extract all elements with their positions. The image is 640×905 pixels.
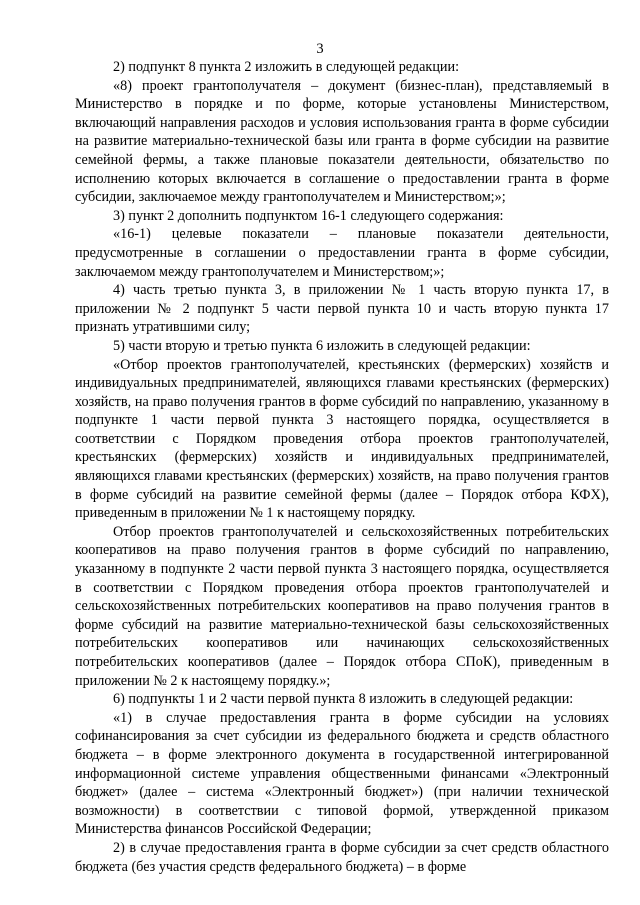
paragraph-4: 4) часть третью пункта 3, в приложении № 1 часть вторую пункта 17, в приложении № 2 подпункт 5 части первой пункта 10 и часть вторую пункта 17 признать утратившими силу;	[75, 282, 609, 336]
paragraph-2-intro: 2) подпункт 8 пункта 2 изложить в следующей редакции:	[113, 59, 460, 75]
paragraph-2-text: «8) проект грантополучателя – документ (бизнес-план), представляемый в Министерство в порядке и по форме, которые установлены Министерством, включающий направления расходов и условия использования гранта в форме субсидии на развитие материально-технической базы или гранта в форме субсидии на развитие семейной фермы, а также плановые показатели деятельности, обязательство по исполнению которых включается в соглашение о предоставлении гранта в форме субсидии, заключаемое между грантополучателем и Министерством;»;	[75, 77, 609, 206]
paragraph-6-intro: 6) подпункты 1 и 2 части первой пункта 8 изложить в следующей редакции:	[113, 691, 574, 708]
paragraph-6-item-1: «1) в случае предоставления гранта в форме субсидии на условиях софинансирования за счет субсидии из федерального бюджета и средств областного бюджета – в форме электронного документа в государственной интегрированной информационной системе управления общественными финансами «Электронный бюджет» (далее – система «Электронный бюджет») (при наличии технической возможности) в соответствии с типовой формой, утвержденной приказом Министерства финансов Российской Федерации;	[75, 709, 609, 838]
paragraph-3-text: «16-1) целевые показатели – плановые показатели деятельности, предусмотренные в соглашении о предоставлении гранта в форме субсидии, заключаемом между грантополучателем и Министерством;»;	[75, 226, 609, 280]
document-body	[75, 58, 609, 876]
paragraph-6-item-2: 2) в случае предоставления гранта в форме субсидии за счет средств областного бюджета (без участия средств федерального бюджета) – в форме	[75, 839, 609, 875]
paragraph-5-intro: 5) части вторую и третью пункта 6 изложить в следующей редакции:	[113, 337, 531, 354]
paragraph-5-text-2: Отбор проектов грантополучателей и сельскохозяйственных потребительских кооперативов на право получения грантов в форме субсидий по направлению, указанному в подпункте 2 части первой пункта 3 настоящего порядка, осуществляется в соответствии с Порядком проведения отбора проектов грантополучателей и сельскохозяйственных потребительских кооперативов на право получения грантов в форме субсидий на развитие материально-технической базы сельскохозяйственных потребительских кооперативов или начинающих сельскохозяйственных потребительских кооперативов (далее – Порядок отбора СПоК), приведенным в приложении № 2 к настоящему порядку.»;	[75, 523, 609, 689]
paragraph-3-intro: 3) пункт 2 дополнить подпунктом 16-1 следующего содержания:	[113, 207, 504, 224]
paragraph-5-text-1: «Отбор проектов грантополучателей, крестьянских (фермерских) хозяйств и индивидуальных предпринимателей, являющихся главами крестьянских (фермерских) хозяйств, на право получения грантов в форме субсидий по направлению, указанному в подпункте 1 части первой пункта 3 настоящего порядка, осуществляется в соответствии с Порядком проведения отбора проектов грантополучателей, крестьянских (фермерских) хозяйств и индивидуальных предпринимателей, являющихся главами крестьянских (фермерских) хозяйств, на право получения грантов в форме субсидий на развитие семейной фермы (далее – Порядок отбора КФХ), приведенным в приложении № 1 к настоящему порядку.	[75, 356, 609, 522]
page-number: 3	[316, 41, 324, 57]
